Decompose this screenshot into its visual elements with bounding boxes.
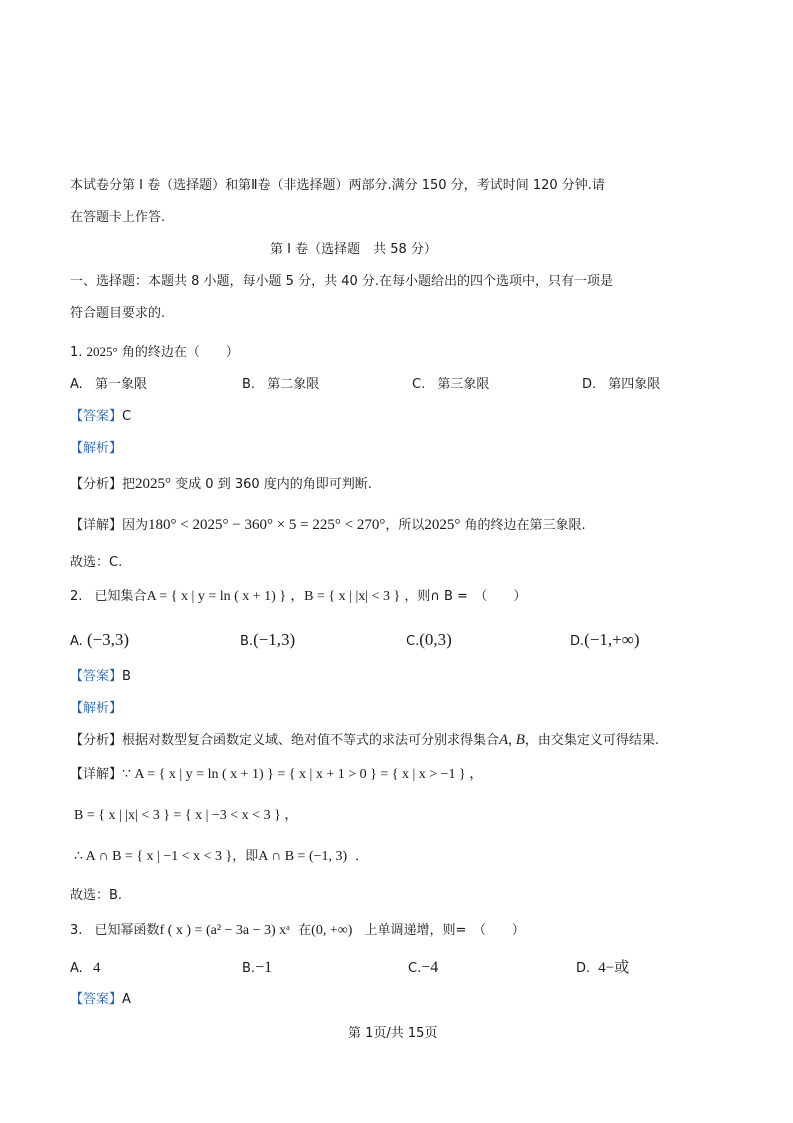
intro-line-2: 在答题卡上作答. (70, 210, 166, 225)
q1-math: 2025° (86, 344, 118, 359)
section-title: 第 Ⅰ 卷（选择题 共 58 分） (270, 242, 437, 257)
q3-option-c[interactable] (408, 959, 438, 978)
q1-conclusion: 故选：C. (70, 555, 123, 570)
q1-analysis-tag: 【解析】 (70, 441, 123, 456)
fenxi-math: A, B (499, 732, 525, 748)
q3-option-a[interactable] (70, 959, 100, 978)
q3-text-post: 上单调递增，则= （ ） (364, 923, 525, 938)
intro-line-1: 本试卷分第 Ⅰ 卷（选择题）和第Ⅱ卷（非选择题）两部分.满分 150 分，考试时间 120 分钟.请 (70, 178, 605, 193)
q2-number: 2. (70, 589, 83, 604)
option-math: 4 (92, 960, 101, 976)
option-text: 第四象限 (608, 377, 661, 392)
answer-value: B (122, 669, 131, 684)
q2-xiangjie (70, 766, 483, 784)
option-label: A. (70, 377, 83, 392)
xiangjie-tag: 【详解】 (70, 518, 123, 533)
q1-number: 1. (70, 345, 83, 360)
option-text: 第三象限 (437, 377, 490, 392)
fenxi-tag: 【分析】 (70, 733, 123, 748)
q2-step-3 (74, 848, 368, 866)
option-label: A. (70, 961, 83, 976)
q2-step-2: B = { x | |x| < 3 } = { x | −3 < x < 3 } ， (74, 808, 299, 823)
q3-stem (70, 922, 525, 940)
step-1: ∵ A = { x | y = ln ( x + 1) } = { x | x + 1 > 0 } = { x | x > −1 } ， (122, 767, 484, 782)
q2-option-a[interactable] (70, 631, 129, 651)
q2-math-b: ，B = { x | |x| < 3 } (290, 589, 401, 604)
q1-answer (70, 408, 131, 426)
xiangjie-math: 180° < 2025° − 360° × 5 = 225° < 270° (148, 517, 386, 533)
q1-stem (70, 343, 239, 362)
answer-tag: 【答案】 (70, 409, 123, 424)
option-math: (−3,3) (86, 630, 130, 649)
page-footer: 第 1页/共 15页 (348, 1026, 438, 1041)
answer-value: A (122, 992, 131, 1007)
q3-math-f: f ( x ) = (a² − 3a − 3) xᵃ (159, 923, 291, 938)
xiangjie-math-2: 2025° (424, 517, 461, 533)
option-label: C. (406, 634, 420, 649)
fenxi-text: 根据对数型复合函数定义域、绝对值不等式的求法可分别求得集合 (122, 733, 500, 748)
option-math: (0,3) (419, 630, 452, 649)
q1-xiangjie (70, 516, 586, 535)
section-desc-line-2: 符合题目要求的. (70, 306, 166, 321)
q2-stem (70, 588, 526, 606)
option-math: −1 (255, 959, 273, 976)
q2-text-post: ，则∩ B = （ ） (404, 589, 527, 604)
step-3-math-2: A ∩ B = (−1, 3) (258, 849, 348, 864)
q2-option-b[interactable] (240, 631, 295, 651)
option-label: B. (240, 634, 254, 649)
q2-option-c[interactable] (406, 631, 452, 651)
q2-conclusion: 故选：B. (70, 888, 123, 903)
xiangjie-pre: 因为 (122, 518, 149, 533)
xiangjie-tag: 【详解】 (70, 767, 123, 782)
answer-tag: 【答案】 (70, 992, 123, 1007)
option-label: A. (70, 634, 83, 649)
fenxi-tag: 【分析】 (70, 477, 123, 492)
q3-text-pre: 已知幂函数 (94, 923, 160, 938)
option-math: −4 (421, 959, 439, 976)
option-label: C. (408, 961, 422, 976)
q3-option-d[interactable] (576, 959, 629, 978)
q3-answer (70, 991, 131, 1009)
step-3-math: ∴ A ∩ B = { x | −1 < x < 3 } (74, 849, 233, 864)
q2-text-pre: 已知集合 (94, 589, 147, 604)
q3-math-interval: (0, +∞) (311, 923, 353, 938)
q2-math-a: A = { x | y = ln ( x + 1) } (146, 589, 287, 604)
fenxi-post: 变成 0 到 360 度内的角即可判断. (175, 477, 372, 492)
q3-option-b[interactable] (242, 959, 272, 978)
fenxi-math: 2025° (135, 476, 172, 492)
step-3-end: ． (355, 849, 369, 864)
option-math: (−1,+∞) (584, 630, 640, 649)
xiangjie-post: 角的终边在第三象限. (464, 518, 586, 533)
q3-number: 3. (70, 923, 83, 938)
option-label: D. (582, 377, 597, 392)
option-text: 第二象限 (267, 377, 320, 392)
option-label: D. (576, 961, 591, 976)
q1-text: 角的终边在（ ） (121, 345, 239, 360)
q1-option-a[interactable] (70, 376, 147, 394)
section-desc-line-1: 一、选择题：本题共 8 小题，每小题 5 分，共 40 分.在每小题给出的四个选项中，只有一项是 (70, 274, 614, 289)
answer-tag: 【答案】 (70, 669, 123, 684)
option-text: 第一象限 (94, 377, 147, 392)
q3-text-mid: 在 (298, 923, 312, 938)
option-math: 4−或 (598, 960, 630, 976)
q1-option-c[interactable] (412, 376, 489, 394)
option-label: B. (242, 961, 256, 976)
option-label: D. (570, 634, 585, 649)
q1-option-b[interactable] (242, 376, 319, 394)
answer-value: C (122, 409, 132, 424)
q2-analysis-tag: 【解析】 (70, 701, 123, 716)
step-3-mid: ，即 (232, 849, 259, 864)
q2-fenxi (70, 731, 659, 750)
q2-option-d[interactable] (570, 631, 640, 651)
q2-answer (70, 668, 131, 686)
fenxi-pre: 把 (122, 477, 136, 492)
xiangjie-mid: ，所以 (385, 518, 425, 533)
q1-fenxi (70, 475, 372, 494)
option-label: B. (242, 377, 256, 392)
q1-option-d[interactable] (582, 376, 660, 394)
option-label: C. (412, 377, 426, 392)
option-math: (−1,3) (253, 630, 296, 649)
fenxi-post: ，由交集定义可得结果. (524, 733, 659, 748)
